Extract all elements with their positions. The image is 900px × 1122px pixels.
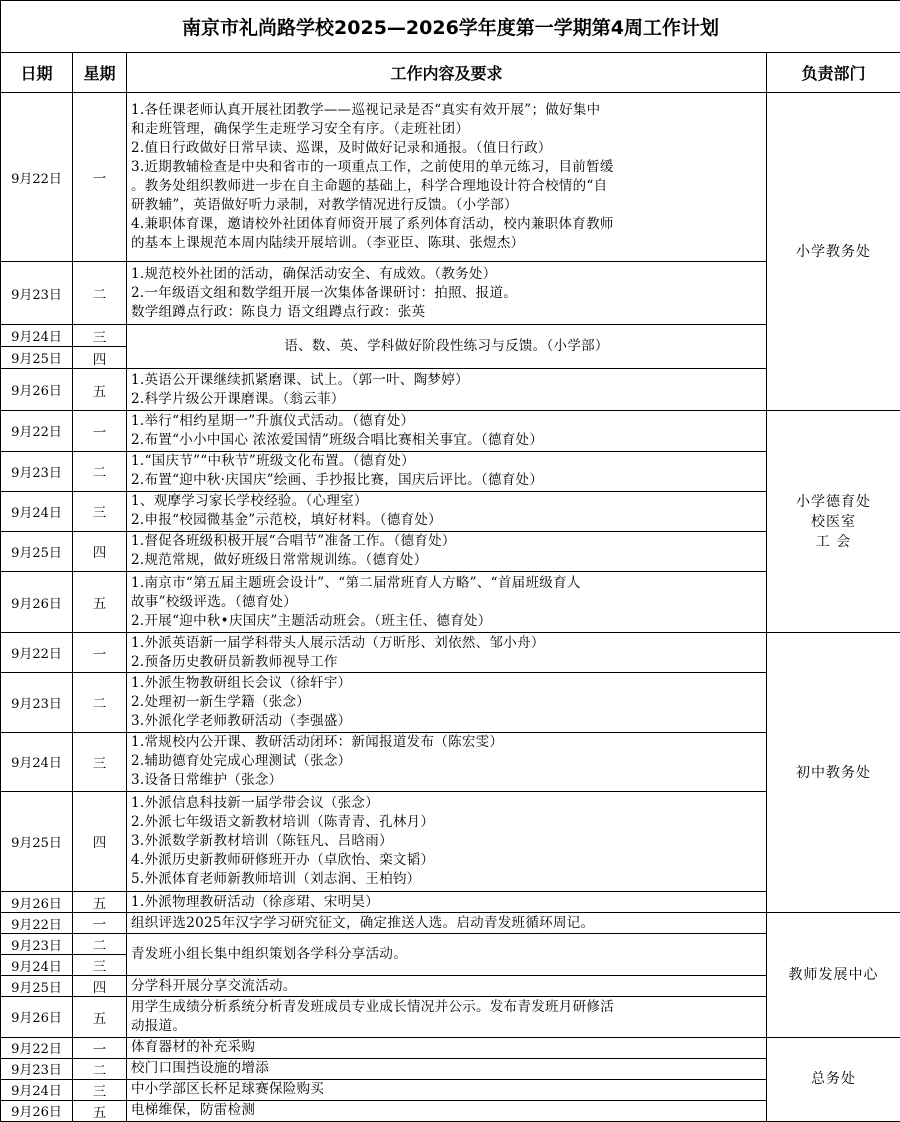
- header-weekday: 星期: [73, 53, 127, 93]
- weekday-cell: 一: [73, 411, 127, 451]
- table-row: [1, 791, 900, 891]
- header-content: 工作内容及要求: [127, 53, 767, 93]
- table-row: [1, 732, 900, 791]
- date-cell: 9月26日: [1, 997, 73, 1037]
- content-cell: 1.各任课老师认真开展社团教学——巡视记录是否“真实有效开展”；做好集中 和走班管理，确保学生走班学习安全有序。（走班社团） 2.值日行政做好日常早读、巡课，及时做好记录和通报。（值日行政） 3.近期教辅检查是中央和省市的一项重点工作，之前使用的单元练习，目前暂缓 。教务处组织教师进一步在自主命题的基础上，科学合理地设计符合校情的“自 研教辅”，英语做好听力录制，对教学情况进行反馈。（小学部） 4.兼职体育课，邀请校外社团体育师资开展了系列体育活动，校内兼职体育教师 的基本上课规范本周内陆续开展培训。（李亚臣、陈琪、张煜杰）: [127, 93, 767, 262]
- weekday-cell: 二: [73, 261, 127, 324]
- table-row: [1, 976, 900, 997]
- table-row: [1, 913, 900, 934]
- date-cell: 9月26日: [1, 1100, 73, 1121]
- content-cell: 1.外派信息科技新一届学带会议（张念） 2.外派七年级语文新教材培训（陈青青、孔林月） 3.外派数学新教材培训（陈钰凡、吕晗雨） 4.外派历史新教师研修班开办（卓欣怡、栾文韬） 5.外派体育老师新教师培训（刘志润、王柏钧）: [127, 791, 767, 891]
- weekday-cell: 五: [73, 997, 127, 1037]
- table-row: [1, 369, 900, 411]
- table-row: [1, 1058, 900, 1079]
- date-cell: 9月25日: [1, 791, 73, 891]
- table-row: [1, 633, 900, 673]
- dept-cell-primary-moral: 小学德育处 校医室 工 会: [767, 411, 900, 633]
- weekday-cell: 二: [73, 934, 127, 955]
- content-cell: 用学生成绩分析系统分析青发班成员专业成长情况并公示。发布青发班月研修活 动报道。: [127, 997, 767, 1037]
- dept-cell-teacher-dev: 教师发展中心: [767, 913, 900, 1037]
- weekday-cell: 五: [73, 1100, 127, 1121]
- table-row: [1, 491, 900, 531]
- date-cell: 9月25日: [1, 531, 73, 571]
- content-cell: 组织评选2025年汉字学习研究征文，确定推送人选。启动青发班循环周记。: [127, 913, 767, 934]
- content-cell: 1.英语公开课继续抓紧磨课、试上。（郭一叶、陶梦婷） 2.科学片级公开课磨课。（翁云菲）: [127, 369, 767, 411]
- weekday-cell: 二: [73, 451, 127, 491]
- weekday-cell: 一: [73, 913, 127, 934]
- table-row: [1, 673, 900, 732]
- table-row: [1, 411, 900, 451]
- content-cell: 1.外派物理教研活动（徐彦珺、宋明昊）: [127, 892, 767, 913]
- weekday-cell: 四: [73, 531, 127, 571]
- content-cell: 电梯维保，防雷检测: [127, 1100, 767, 1121]
- content-cell: 1.规范校外社团的活动，确保活动安全、有成效。（教务处） 2.一年级语文组和数学组开展一次集体备课研讨：拍照、报道。 数学组蹲点行政：陈良力 语文组蹲点行政：张英: [127, 261, 767, 324]
- date-cell: 9月22日: [1, 633, 73, 673]
- weekday-cell: 四: [73, 976, 127, 997]
- date-cell: 9月25日: [1, 347, 73, 369]
- date-cell: 9月23日: [1, 261, 73, 324]
- date-cell: 9月24日: [1, 955, 73, 976]
- table-row: [1, 997, 900, 1037]
- content-cell-shared: 青发班小组长集中组织策划各学科分享活动。: [127, 934, 767, 976]
- date-cell: 9月22日: [1, 411, 73, 451]
- page-title: 南京市礼尚路学校2025—2026学年度第一学期第4周工作计划: [1, 1, 900, 53]
- content-cell: 中小学部区长杯足球赛保险购买: [127, 1079, 767, 1100]
- weekday-cell: 一: [73, 633, 127, 673]
- date-cell: 9月24日: [1, 732, 73, 791]
- date-cell: 9月23日: [1, 934, 73, 955]
- date-cell: 9月23日: [1, 1058, 73, 1079]
- content-cell: 1.举行“相约星期一”升旗仪式活动。（德育处） 2.布置“小小中国心 浓浓爱国情”班级合唱比赛相关事宜。（德育处）: [127, 411, 767, 451]
- table-row: [1, 571, 900, 632]
- date-cell: 9月26日: [1, 369, 73, 411]
- weekday-cell: 三: [73, 955, 127, 976]
- dept-cell-junior-academic: 初中教务处: [767, 633, 900, 913]
- weekday-cell: 五: [73, 892, 127, 913]
- weekday-cell: 一: [73, 1037, 127, 1058]
- weekday-cell: 三: [73, 325, 127, 347]
- weekday-cell: 三: [73, 491, 127, 531]
- weekday-cell: 五: [73, 369, 127, 411]
- table-row: [1, 892, 900, 913]
- weekday-cell: 一: [73, 93, 127, 262]
- date-cell: 9月22日: [1, 93, 73, 262]
- content-cell: 分学科开展分享交流活动。: [127, 976, 767, 997]
- dept-cell-general-affairs: 总务处: [767, 1037, 900, 1121]
- content-cell: 1.南京市“第五届主题班会设计”、“第二届常班育人方略”、“首届班级育人 故事”校级评选。（德育处） 2.开展“迎中秋•庆国庆”主题活动班会。（班主任、德育处）: [127, 571, 767, 632]
- table-row: [1, 1079, 900, 1100]
- content-cell: 1.外派生物教研组长会议（徐轩宇） 2.处理初一新生学籍（张念） 3.外派化学老师教研活动（李强盛）: [127, 673, 767, 732]
- weekday-cell: 二: [73, 673, 127, 732]
- table-row: [1, 93, 900, 262]
- table-row: [1, 934, 900, 955]
- weekday-cell: 三: [73, 1079, 127, 1100]
- date-cell: 9月24日: [1, 325, 73, 347]
- table-row: [1, 261, 900, 324]
- date-cell: 9月26日: [1, 892, 73, 913]
- content-cell: 1.“国庆节”“中秋节”班级文化布置。（德育处） 2.布置“迎中秋·庆国庆”绘画、手抄报比赛，国庆后评比。（德育处）: [127, 451, 767, 491]
- date-cell: 9月22日: [1, 913, 73, 934]
- header-dept: 负责部门: [767, 53, 900, 93]
- table-row: [1, 531, 900, 571]
- date-cell: 9月23日: [1, 673, 73, 732]
- dept-cell-primary-academic: 小学教务处: [767, 93, 900, 411]
- table-row: [1, 325, 900, 347]
- content-cell: 1.外派英语新一届学科带头人展示活动（万昕彤、刘依然、邹小舟） 2.预备历史教研员新教师视导工作: [127, 633, 767, 673]
- table-row: [1, 451, 900, 491]
- date-cell: 9月25日: [1, 976, 73, 997]
- date-cell: 9月26日: [1, 571, 73, 632]
- content-cell: 体育器材的补充采购: [127, 1037, 767, 1058]
- date-cell: 9月24日: [1, 1079, 73, 1100]
- date-cell: 9月22日: [1, 1037, 73, 1058]
- content-cell: 1、观摩学习家长学校经验。（心理室） 2.申报“校园微基金”示范校，填好材料。（德育处）: [127, 491, 767, 531]
- weekday-cell: 二: [73, 1058, 127, 1079]
- content-cell: 1.常规校内公开课、教研活动闭环：新闻报道发布（陈宏雯） 2.辅助德育处完成心理测试（张念） 3.设备日常维护（张念）: [127, 732, 767, 791]
- date-cell: 9月23日: [1, 451, 73, 491]
- table-row: [1, 1037, 900, 1058]
- content-cell: 1.督促各班级积极开展“合唱节”准备工作。（德育处） 2.规范常规，做好班级日常常规训练。（德育处）: [127, 531, 767, 571]
- date-cell: 9月24日: [1, 491, 73, 531]
- weekday-cell: 四: [73, 347, 127, 369]
- weekday-cell: 四: [73, 791, 127, 891]
- weekday-cell: 三: [73, 732, 127, 791]
- table-row: [1, 1100, 900, 1121]
- content-cell: 校门口围挡设施的增添: [127, 1058, 767, 1079]
- content-cell-shared: 语、数、英、学科做好阶段性练习与反馈。（小学部）: [127, 325, 767, 369]
- weekday-cell: 五: [73, 571, 127, 632]
- header-date: 日期: [1, 53, 73, 93]
